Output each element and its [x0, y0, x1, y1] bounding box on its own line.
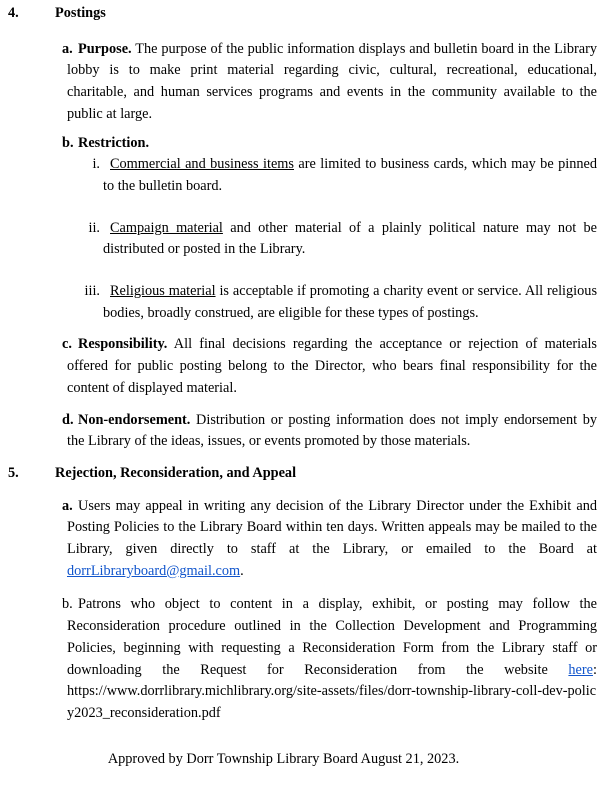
item-responsibility-text: All final decisions regarding the acceptance or rejection of materials offered for public posting belong to the Director, who bears final responsibility for the content of displayed material.: [67, 336, 597, 396]
item-non-endorsement-lead: Non-endorsement.: [78, 411, 191, 428]
approval-footer: Approved by Dorr Township Library Board August 21, 2023.: [107, 750, 460, 767]
item-appeal: [62, 496, 597, 583]
item-reconsideration: [62, 594, 597, 724]
item-restriction-lead: Restriction.: [78, 134, 150, 151]
item-restriction: [62, 133, 597, 155]
item-purpose-marker: a.: [62, 40, 73, 57]
subitem-campaign-marker: ii.: [88, 219, 100, 236]
subitem-commercial-term: Commercial and business items: [110, 156, 294, 173]
section-4-title: Postings: [55, 5, 106, 21]
subitem-commercial-text: are limited to business cards, which may be pinned to the bulletin board.: [103, 156, 597, 194]
item-non-endorsement-body: [67, 410, 597, 453]
reconsideration-url: https://www.dorrlibrary.michlibrary.org/site-assets/files/dorr-township-library-coll-dev-policy2023_reconsideration.pdf: [67, 683, 597, 721]
section-5-number: 5.: [8, 464, 19, 481]
subitem-commercial: [92, 154, 597, 197]
item-responsibility-lead: Responsibility.: [78, 336, 168, 353]
subitem-commercial-marker: i.: [92, 156, 100, 173]
item-purpose-text: The purpose of the public information displays and bulletin board in the Library lobby is to make print material regarding civic, cultural, recreational, educational, charitable, and human services programs and events in the community available to the public at large.: [67, 40, 597, 122]
item-reconsideration-text: Patrons who object to content in a display, exhibit, or posting may follow the Reconsideration procedure outlined in the Collection Development and Programming Policies, beginning with requesting a Reconsideration Form from the Library staff or downloading the Request for Reconsideration from the website: [67, 596, 597, 678]
item-appeal-text-after: .: [240, 562, 244, 579]
item-responsibility-body: [67, 334, 597, 399]
item-reconsideration-marker: b.: [62, 596, 73, 613]
subitem-campaign: [88, 218, 597, 261]
item-responsibility: [62, 334, 597, 399]
item-restriction-body: [67, 133, 597, 155]
item-non-endorsement-marker: d.: [62, 411, 74, 428]
item-purpose-lead: Purpose.: [78, 40, 132, 57]
item-non-endorsement-text: Distribution or posting information does not imply endorsement by the Library of the ideas, issues, or events promoted by those materials.: [67, 411, 598, 450]
subitem-religious-term: Religious material: [110, 283, 216, 300]
item-appeal-body: [67, 496, 597, 583]
reconsideration-here-link[interactable]: here: [568, 661, 594, 678]
section-4-number: 4.: [8, 5, 19, 21]
item-reconsideration-body: [67, 594, 597, 724]
section-5-title: Rejection, Reconsideration, and Appeal: [55, 464, 297, 481]
subitem-campaign-term: Campaign material: [110, 219, 223, 236]
item-responsibility-marker: c.: [62, 336, 72, 353]
subitem-commercial-body: [103, 154, 597, 197]
item-purpose-body: [67, 39, 597, 126]
item-reconsideration-text-after: :: [593, 661, 597, 678]
item-appeal-text: Users may appeal in writing any decision of the Library Director under the Exhibit and Posting Policies to the Library Board within ten days. Written appeals may be mailed to the Library, given directly to staff at the Library, or emailed to the Board at: [67, 497, 597, 558]
item-non-endorsement: [62, 410, 598, 453]
section-5-heading: [8, 463, 597, 485]
item-appeal-marker: a.: [62, 497, 73, 514]
board-email-link[interactable]: dorrLibraryboard@gmail.com: [67, 562, 241, 579]
subitem-religious-body: [103, 281, 597, 324]
section-4-heading: [8, 3, 597, 25]
subitem-religious-marker: iii.: [84, 283, 100, 300]
item-restriction-marker: b.: [62, 134, 74, 151]
item-purpose: [62, 39, 597, 126]
subitem-religious: [84, 281, 598, 324]
subitem-campaign-body: [103, 218, 597, 261]
subitem-religious-text: is acceptable if promoting a charity event or service. All religious bodies, broadly construed, are eligible for these types of postings.: [103, 283, 598, 321]
subitem-campaign-text: and other material of a plainly political nature may not be distributed or posted in the Library.: [103, 219, 597, 258]
item-reconsideration-text-block: [67, 594, 597, 681]
